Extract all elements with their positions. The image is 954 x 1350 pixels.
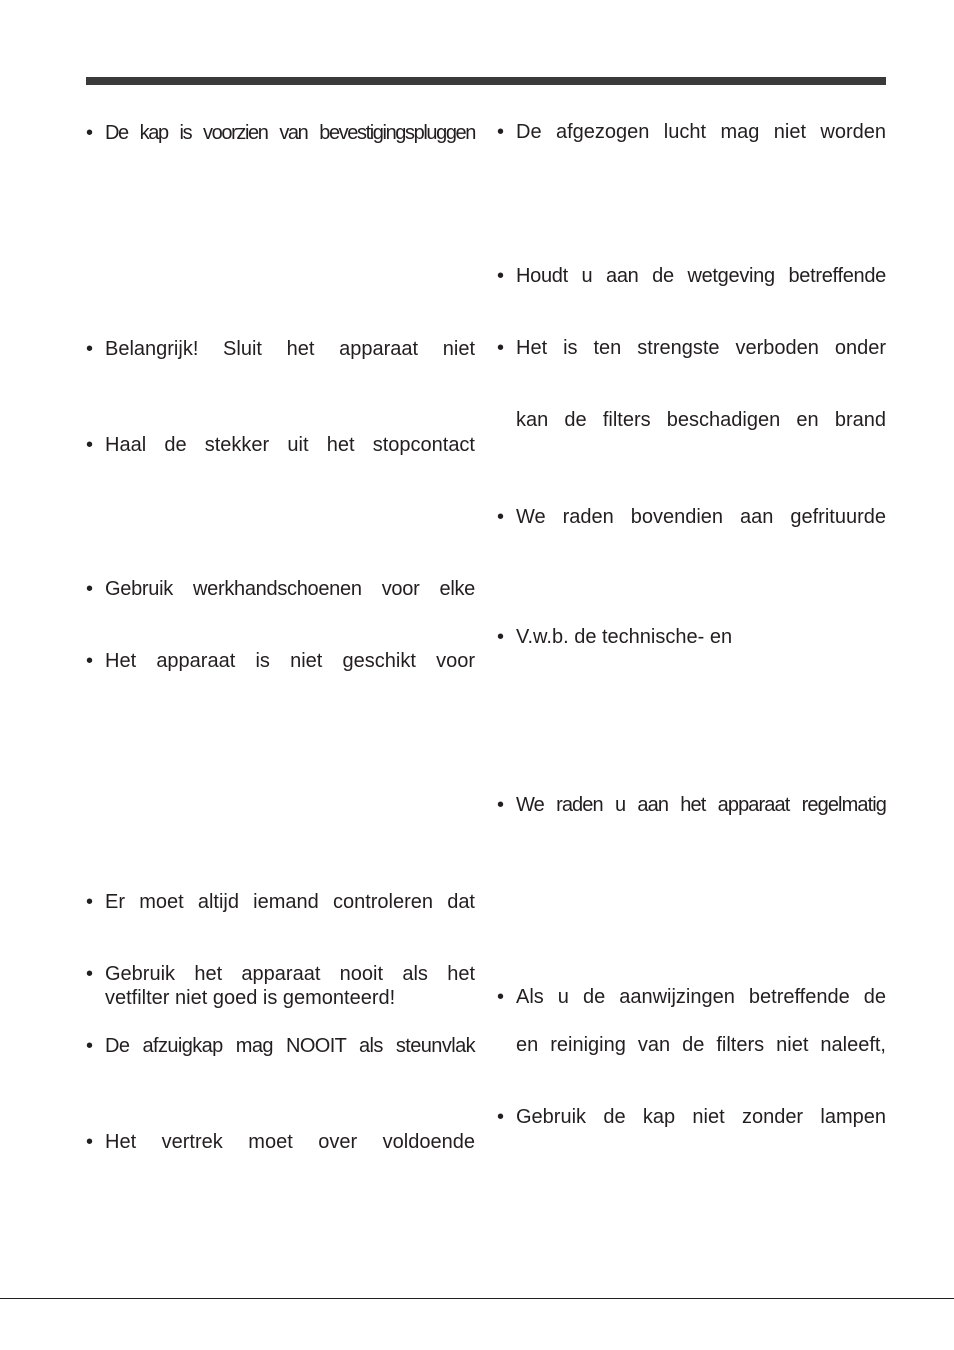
list-item-text: Houdt u aan de wetgeving betreffende <box>516 265 886 287</box>
list-item-text: V.w.b. de technische- en <box>516 626 733 648</box>
list-item-text: Haal de stekker uit het stopcontact <box>105 434 475 456</box>
bullet-icon: • <box>497 794 505 816</box>
list-item-text: De kap is voorzien van bevestigingspluggen <box>105 122 475 144</box>
list-item-text: De afgezogen lucht mag niet worden <box>516 121 886 143</box>
bullet-icon: • <box>86 434 94 456</box>
list-item-text: Het vertrek moet over voldoende <box>105 1131 475 1153</box>
bullet-icon: • <box>86 650 94 672</box>
header-rule <box>86 77 886 85</box>
bullet-icon: • <box>86 338 94 360</box>
list-item-text: Het is ten strengste verboden onder <box>516 337 886 359</box>
bullet-icon: • <box>86 578 94 600</box>
bullet-icon: • <box>497 986 505 1008</box>
list-item-text: Als u de aanwijzingen betreffende de <box>516 986 886 1008</box>
bullet-icon: • <box>497 121 505 143</box>
list-item-text: De afzuigkap mag NOOIT als steunvlak <box>105 1035 475 1057</box>
list-item-text: Belangrijk! Sluit het apparaat niet <box>105 338 475 360</box>
bullet-icon: • <box>497 1106 505 1128</box>
list-item-continuation: en reiniging van de filters niet naleeft, <box>516 1034 886 1056</box>
list-item-text: We raden u aan het apparaat regelmatig <box>516 794 886 816</box>
list-item-text: Gebruik de kap niet zonder lampen <box>516 1106 886 1128</box>
list-item-text: Gebruik het apparaat nooit als het vetfilter niet goed is gemonteerd! <box>105 963 475 1009</box>
list-item-text: We raden bovendien aan gefrituurde <box>516 506 886 528</box>
list-item-text: Het apparaat is niet geschikt voor <box>105 650 475 672</box>
bullet-icon: • <box>497 265 505 287</box>
bullet-icon: • <box>86 1131 94 1153</box>
footer-rule <box>0 1298 954 1299</box>
bullet-icon: • <box>497 337 505 359</box>
bullet-icon: • <box>86 1035 94 1057</box>
bullet-icon: • <box>86 891 94 913</box>
list-item-continuation: kan de filters beschadigen en brand <box>516 409 886 431</box>
bullet-icon: • <box>86 122 94 144</box>
bullet-icon: • <box>497 506 505 528</box>
list-item-text: Er moet altijd iemand controleren dat <box>105 891 475 913</box>
bullet-icon: • <box>497 626 505 648</box>
bullet-icon: • <box>86 963 94 985</box>
list-item-text: Gebruik werkhandschoenen voor elke <box>105 578 475 600</box>
